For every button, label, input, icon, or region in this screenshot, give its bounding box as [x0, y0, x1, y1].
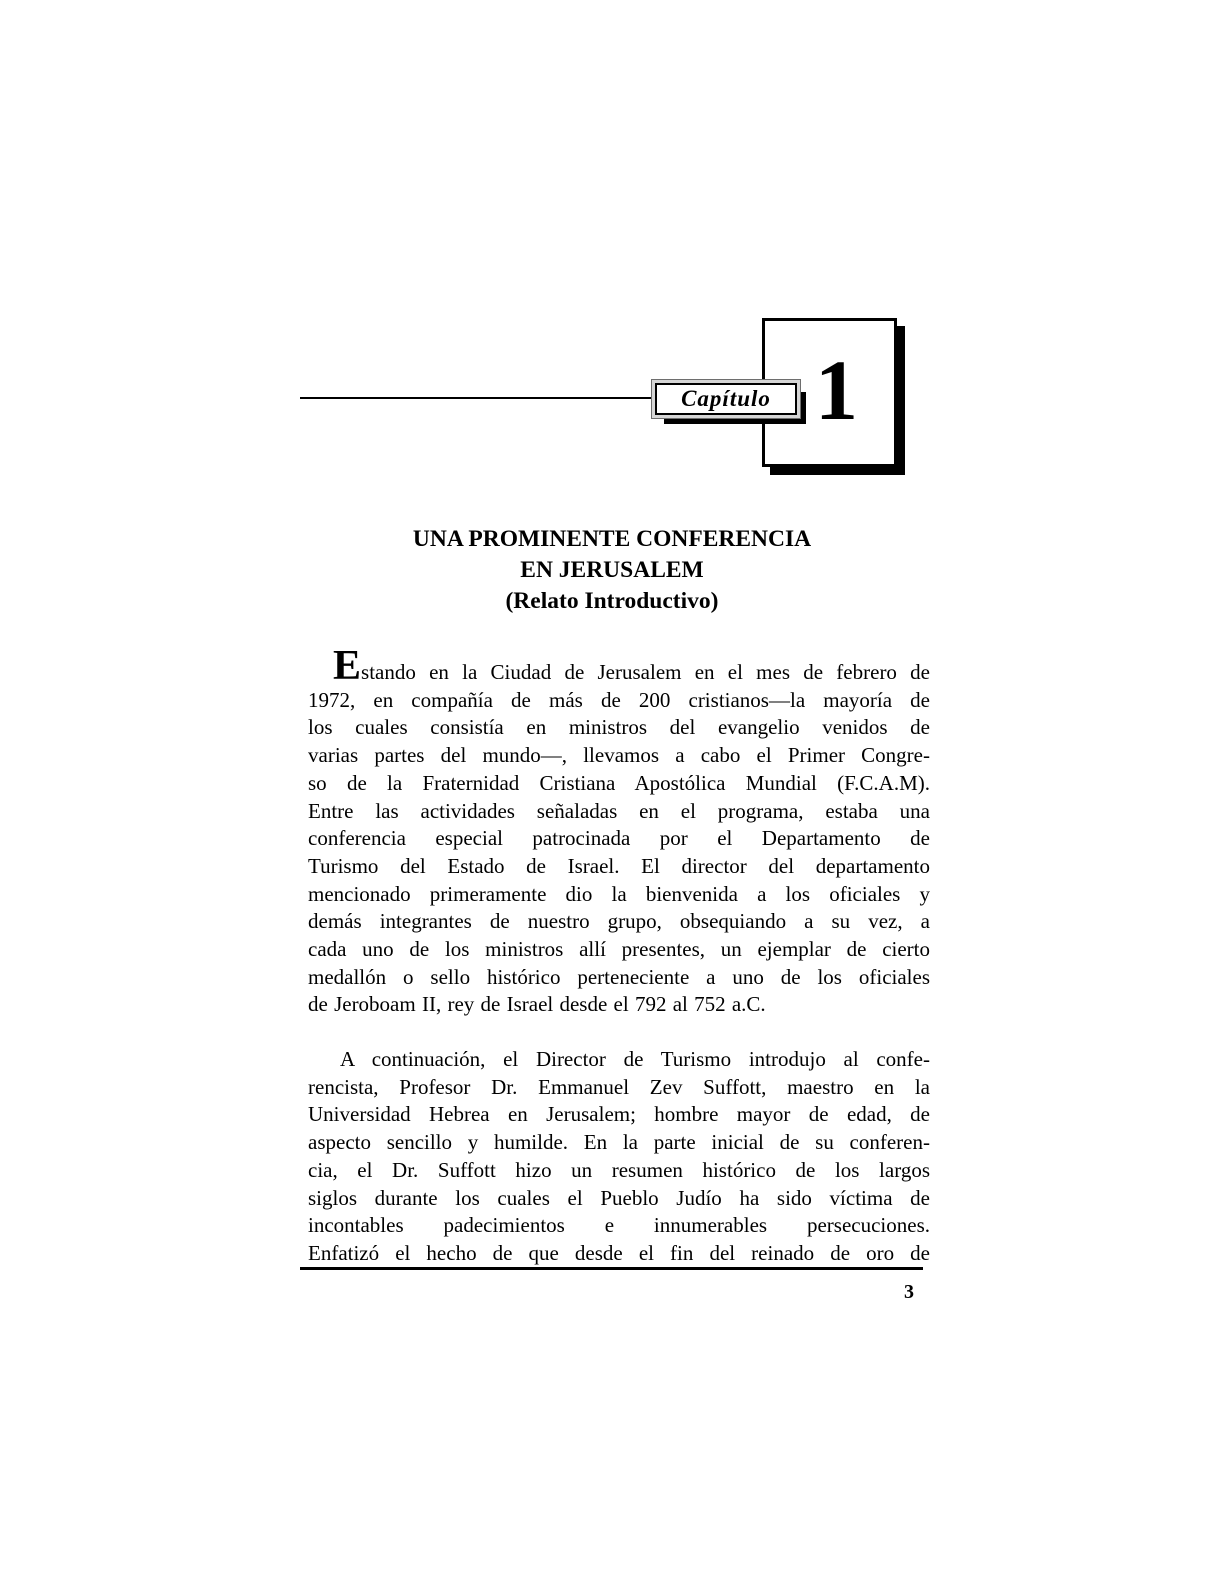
text-line: incontables padecimientos e innumerables persecuciones.	[308, 1213, 930, 1238]
chapter-rule-line	[300, 397, 662, 399]
footer-rule	[300, 1267, 923, 1270]
title-line-1: UNA PROMINENTE CONFERENCIA	[412, 526, 812, 552]
paragraph-1	[308, 643, 930, 1019]
text-line: A continuación, el Director de Turismo introdujo al confe-	[340, 1047, 930, 1071]
text-line: demás integrantes de nuestro grupo, obsequiando a su vez, a	[308, 909, 930, 934]
text-line: cada uno de los ministros allí presentes, un ejemplar de cierto	[308, 937, 930, 962]
text-line: Entre las actividades señaladas en el programa, estaba una	[308, 798, 930, 823]
text-line: los cuales consistía en ministros del evangelio venidos de	[308, 715, 930, 740]
text-line: so de la Fraternidad Cristiana Apostólica Mundial (F.C.A.M).	[308, 770, 930, 795]
text-line: de Jeroboam II, rey de Israel desde el 792 al 752 a.C.	[308, 992, 766, 1017]
text-line: Universidad Hebrea en Jerusalem; hombre mayor de edad, de	[308, 1102, 930, 1127]
text-line-rest: stando en la Ciudad de Jerusalem en el mes de febrero de	[361, 660, 930, 684]
chapter-label: Capítulo	[681, 386, 771, 411]
text-line: 1972, en compañía de más de 200 cristianos—la mayoría de	[308, 687, 930, 712]
chapter-number: 1	[815, 341, 858, 438]
text-line: siglos durante los cuales el Pueblo Judío ha sido víctima de	[308, 1185, 930, 1210]
text-line: rencista, Profesor Dr. Emmanuel Zev Suffott, maestro en la	[308, 1074, 930, 1099]
text-line: mencionado primeramente dio la bienvenida a los oficiales y	[308, 881, 930, 906]
text-line: medallón o sello histórico perteneciente a uno de los oficiales	[308, 964, 930, 989]
paragraph-2	[308, 1046, 930, 1268]
chapter-label-box	[655, 383, 797, 415]
page-number: 3	[904, 1281, 914, 1303]
chapter-title	[300, 524, 924, 617]
title-line-3: (Relato Introductivo)	[505, 588, 719, 614]
text-line	[308, 643, 930, 689]
title-line-2: EN JERUSALEM	[520, 557, 704, 583]
text-line: Enfatizó el hecho de que desde el fin del reinado de oro de	[308, 1240, 930, 1265]
text-line: aspecto sencillo y humilde. En la parte inicial de su conferen-	[308, 1130, 930, 1155]
text-line: conferencia especial patrocinada por el Departamento de	[308, 826, 930, 851]
text-line: varias partes del mundo—, llevamos a cabo el Primer Congre-	[308, 743, 930, 768]
text-line: Turismo del Estado de Israel. El director del departamento	[308, 853, 930, 878]
text-line: cia, el Dr. Suffott hizo un resumen histórico de los largos	[308, 1157, 930, 1182]
drop-cap: E	[333, 643, 362, 689]
